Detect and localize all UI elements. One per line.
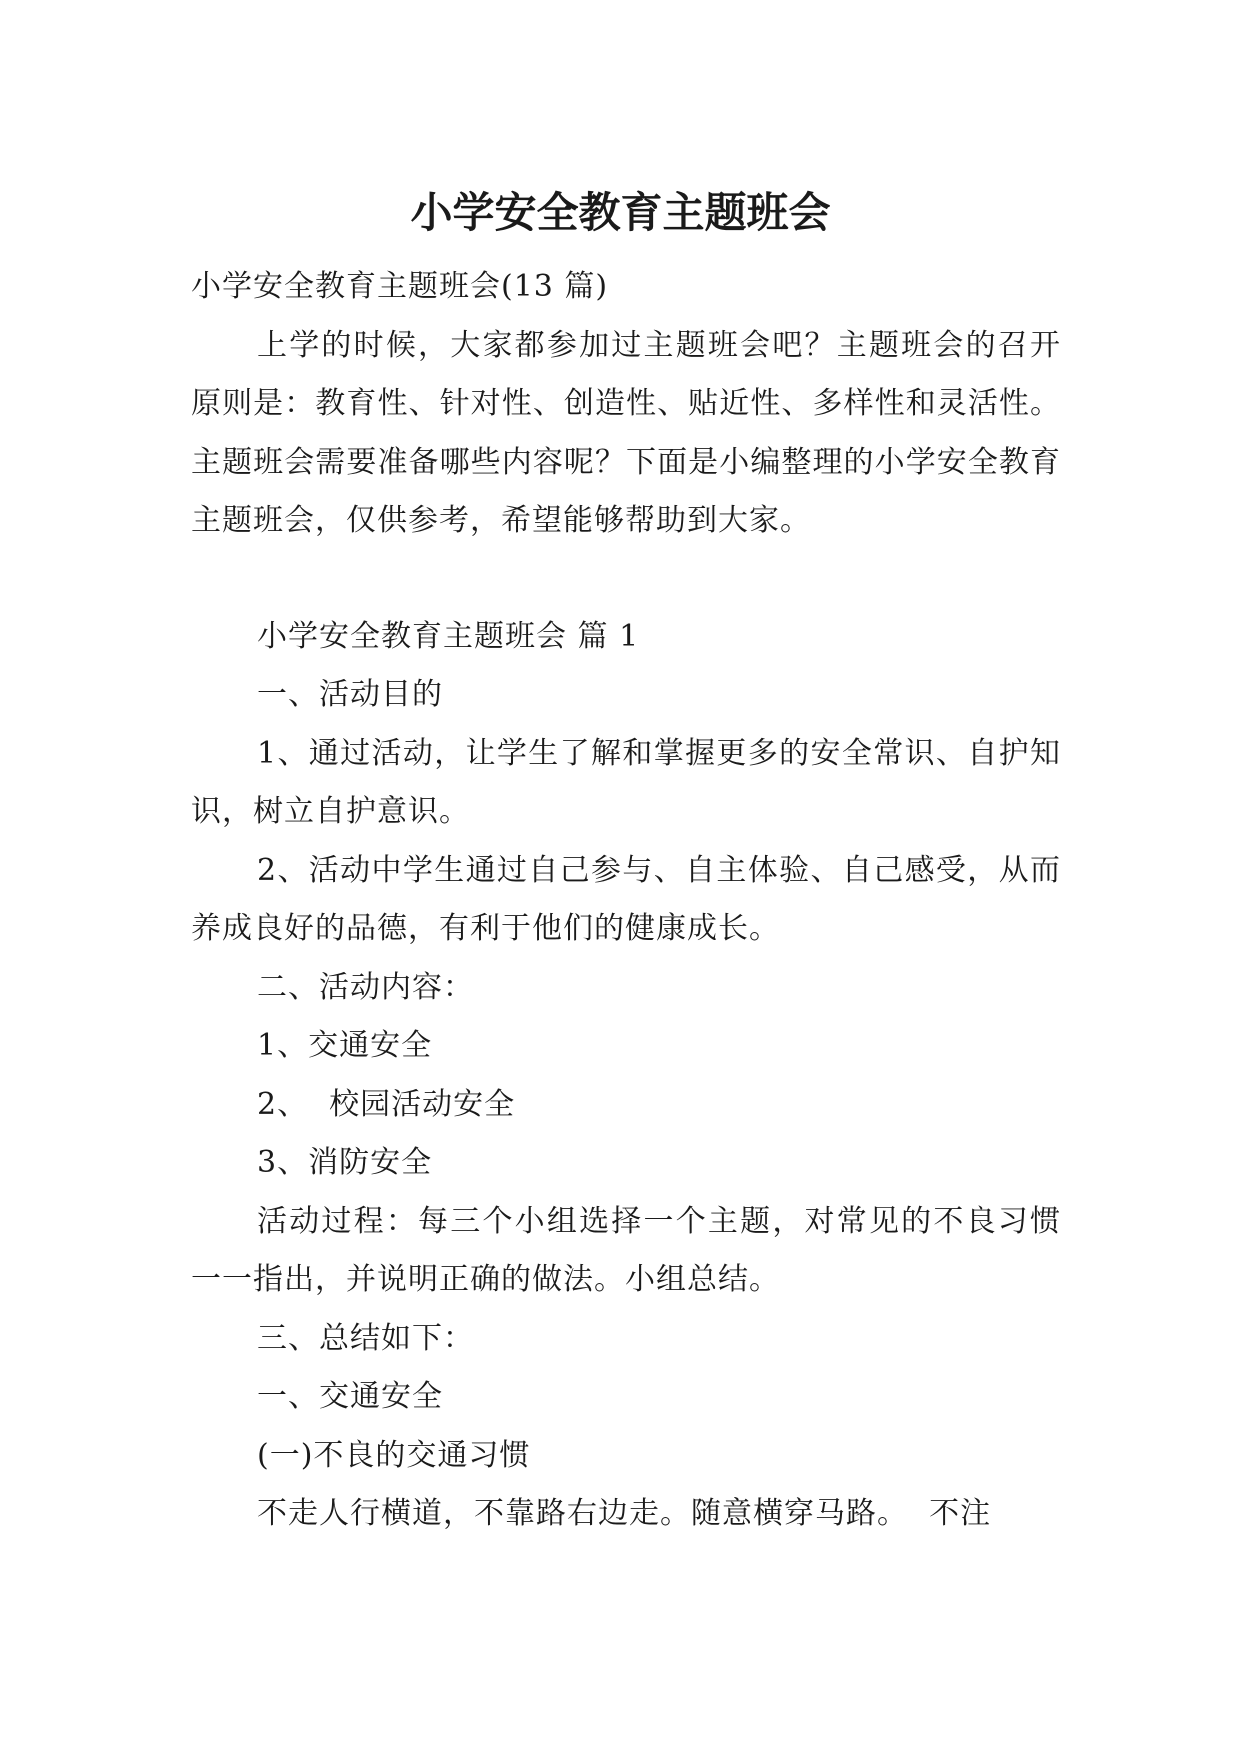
heading-bad-habits: (一)不良的交通习惯 [257,1437,531,1473]
document-body [191,258,1061,1544]
paragraph-spacer [191,551,1061,608]
heading-traffic-safety: 一、交通安全 [257,1379,443,1414]
heading-activity-content: 二、活动内容： [257,969,474,1005]
paragraph-subtitle: 小学安全教育主题班会(13 篇) [191,269,609,304]
paragraph-bad-habits: 不走人行横道，不靠路右边走。随意横穿马路。 不注 [257,1496,992,1531]
list-item-traffic: 1、交通安全 [257,1028,433,1063]
paragraph-goal-1: 1、通过活动，让学生了解和掌握更多的安全常识、自护知识，树立自护意识。 [191,735,1061,829]
heading-activity-goal: 一、活动目的 [257,677,443,712]
paragraph-intro: 上学的时候，大家都参加过主题班会吧？主题班会的召开原则是：教育性、针对性、创造性、贴近性、多样性和灵活性。主题班会需要准备哪些内容呢？下面是小编整理的小学安全教育主题班会，仅供参考，希望能够帮助到大家。 [191,327,1061,538]
paragraph-process: 活动过程：每三个小组选择一个主题，对常见的不良习惯一一指出，并说明正确的做法。小组总结。 [191,1203,1061,1297]
paragraph-goal-2: 2、活动中学生通过自己参与、自主体验、自己感受，从而养成良好的品德，有利于他们的健康成长。 [191,852,1061,946]
section-heading-part1: 小学安全教育主题班会 篇 1 [257,618,640,654]
list-item-campus: 2、 校园活动安全 [257,1086,516,1122]
heading-summary: 三、总结如下： [257,1320,474,1356]
list-item-fire: 3、消防安全 [257,1145,433,1180]
document-title: 小学安全教育主题班会 [410,188,831,238]
